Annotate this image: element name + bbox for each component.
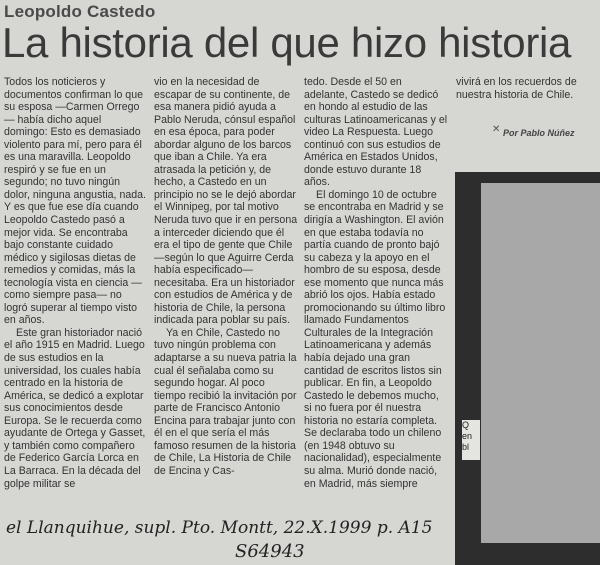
column-3 (304, 76, 448, 490)
paragraph: vio en la necesidad de escapar de su continente, de esa manera pidió ayuda a Pablo Neruda, cónsul español en esa época, para poder abordar alguno de los barcos que iban a Chile. Ya era atrasada la petición y, de hecho, a Castedo en un principio no se le dejó abordar el Winnipeg, por tal motivo Neruda tuvo que ir en persona a interceder diciendo que él era el tipo de gente que Chile —según lo que Aguirre Cerda había especificado— necesitaba. Era un historiador con estudios de América y de historia de Chile, la persona indicada para poblar su país. (154, 76, 298, 327)
ad-image (481, 183, 600, 543)
column-4 (456, 76, 596, 101)
handwritten-source-note: el Llanquihue, supl. Pto. Montt, 22.X.1999 p. A15 (6, 518, 433, 538)
column-1 (4, 76, 147, 490)
paragraph: Este gran historiador nació el año 1915 en Madrid. Luego de sus estudios en la universidad, los cuales había centrado en la historia de América, se dedicó a explotar sus conocimientos desde Europa. Se le recuerda como ayudante de Ortega y Gasset, y también como compañero de Federico García Lorca en La Barraca. En la década del golpe militar se (4, 326, 146, 490)
column-2 (154, 76, 298, 478)
kicker: Leopoldo Castedo (4, 2, 156, 21)
paragraph: tedo. Desde el 50 en adelante, Castedo se dedicó en hondo al estudio de las culturas Latinoamericanas y el video La Respuesta. Luego continuó con sus estudios de América en Estados Unidos, donde estuvo durante 18 años. (304, 76, 448, 189)
handwritten-code: S64943 (235, 541, 305, 562)
byline-mark-icon: ✕ (492, 124, 501, 135)
paragraph: Todos los noticieros y documentos confirman lo que su esposa —Carmen Orrego— había dicho aquel domingo: Esto es demasiado violento para mí, pero para él es una maravilla. Leopoldo respiró y se fue en un segundo; no tuvo ningún dolor, ninguna angustia, nada. Y es que fue ese día cuando Leopoldo Castedo pasó a mejor vida. Se encontraba bajo constante cuidado médico y sigilosas dietas de remedios y comidas, más la tecnología vista en ciencia —como siempre pasa— no logró superar al tiempo visto en años. (4, 76, 146, 327)
paragraph: El domingo 10 de octubre se encontraba en Madrid y se dirigía a Washington. El avión en que estaba todavía no partía cuando de pronto bajó su cabeza y la apoyo en el hombro de su esposa, desde ese momento que nunca más abrió los ojos. Había estado promocionando su último libro llamado Fundamentos Culturales de la Integración Latinoamericana y además había dejado una gran cantidad de escritos listos sin publicar. En fin, a Leopoldo Castedo le debemos mucho, si no fuera por él nuestra historia no estaría completa. Se declaraba todo un chileno (en 1948 obtuvo su nacionalidad), especialmente su alma. Murió donde nació, en Madrid, más siempre (304, 188, 446, 490)
byline: Por Pablo Núñez (503, 128, 575, 138)
paragraph: vivirá en los recuerdos de nuestra historia de Chile. (456, 76, 577, 101)
paragraph: Ya en Chile, Castedo no tuvo ningún problema con adaptarse a su nueva patria la cual él señalaba como su segundo hogar. Al poco tiempo recibió la invitación por parte de Francisco Antonio Encina para trabajar junto con él en el que sería el más famoso resumen de la historia de Chile, La Historia de Chile de Encina y Cas- (154, 326, 297, 477)
headline: La historia del que hizo historia (2, 19, 572, 66)
ad-text-fragment: Q en bl (462, 420, 480, 460)
